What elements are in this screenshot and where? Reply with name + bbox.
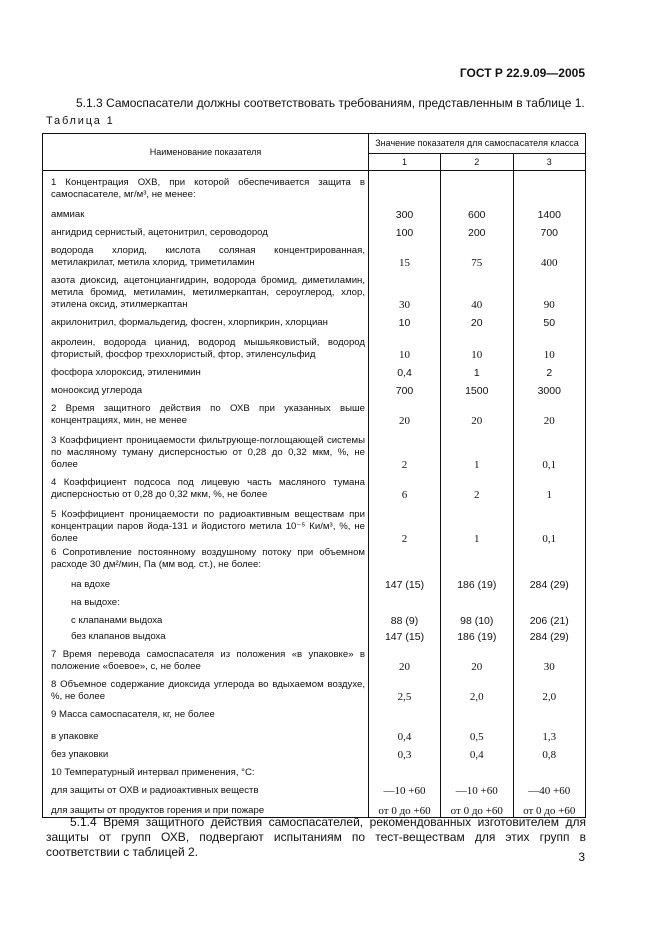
row-value-class-3: 1 [513,471,586,501]
row-name: для защиты от продуктов горения и при пожаре [43,797,369,818]
row-value-class-2: 0,5 [441,721,513,743]
row-value-class-1: 10 [369,311,441,329]
paragraph-5-1-4-text: 5.1.4 Время защитного действия самоспасателей, рекомендованных изготовителем для защиты от групп ОХВ, подвергают испытаниям по тест-веществам для этих групп в соответствии с таблицей 2. [46,815,586,859]
row-value-class-3: 700 [513,221,586,239]
row-value-class-1: 147 (15) [369,627,441,643]
row-value-class-1 [369,171,441,202]
column-header-name: Наименование показателя [43,134,369,171]
row-name: 4 Коэффициент подсоса под лицевую часть масляного тумана дисперсностью от 0,28 до 0,32 мкм, %, не более [43,471,369,501]
row-value-class-2: 1 [441,361,513,379]
row-value-class-3: 206 (21) [513,609,586,627]
row-value-class-1: 2,5 [369,673,441,703]
row-name: без клапанов выдоха [43,627,369,643]
table-row [43,779,586,797]
row-value-class-1: 700 [369,379,441,397]
row-value-class-2 [441,703,513,721]
row-value-class-1: 100 [369,221,441,239]
table-row [43,329,586,361]
document-code: ГОСТ Р 22.9.09—2005 [459,66,585,80]
row-value-class-1: 88 (9) [369,609,441,627]
row-value-class-1: 15 [369,239,441,269]
row-value-class-2: 2,0 [441,673,513,703]
row-value-class-1: 147 (15) [369,571,441,591]
row-value-class-1: 0,3 [369,743,441,761]
row-value-class-2: 0,4 [441,743,513,761]
row-value-class-2: 186 (19) [441,571,513,591]
row-value-class-3: 20 [513,397,586,427]
table-row [43,269,586,311]
row-name: водорода хлорид, кислота соляная концентрированная, метилакрилат, метила хлорид, триметиламин [43,239,369,269]
table-row [43,427,586,471]
table-row [43,221,586,239]
row-value-class-3: 400 [513,239,586,269]
row-name: монооксид углерода [43,379,369,397]
row-name: 8 Объемное содержание диоксида углерода во вдыхаемом воздухе, %, не более [43,673,369,703]
row-name: без упаковки [43,743,369,761]
table-row [43,761,586,779]
table-row [43,591,586,609]
row-value-class-1: 300 [369,201,441,221]
row-value-class-1: —10 +60 [369,779,441,797]
row-name: акролеин, водорода цианид, водород мышьяковистый, водород фтористый, фосфор треххлористый, фтор, этиленсульфид [43,329,369,361]
row-name: на вдохе [43,571,369,591]
column-header-class-3: 3 [513,153,586,170]
row-value-class-1 [369,545,441,571]
row-value-class-2: 98 (10) [441,609,513,627]
row-name: на выдохе: [43,591,369,609]
row-value-class-2: 1 [441,501,513,545]
row-value-class-3: 284 (29) [513,627,586,643]
table-row [43,471,586,501]
row-value-class-2: 20 [441,643,513,673]
requirements-table [42,133,586,818]
row-value-class-1 [369,591,441,609]
table-row [43,361,586,379]
table-row [43,545,586,571]
row-value-class-3: 90 [513,269,586,311]
row-value-class-2: 186 (19) [441,627,513,643]
row-name: 1 Концентрация ОХВ, при которой обеспечивается защита в самоспасателе, мг/м³, не менее: [43,171,369,202]
row-value-class-1 [369,761,441,779]
row-value-class-1: 2 [369,501,441,545]
row-value-class-2: 10 [441,329,513,361]
row-value-class-3: 1,3 [513,721,586,743]
row-name: аммиак [43,201,369,221]
row-value-class-2: 200 [441,221,513,239]
row-value-class-1: 2 [369,427,441,471]
row-value-class-3: 30 [513,643,586,673]
row-value-class-3 [513,545,586,571]
table-row [43,643,586,673]
table-row [43,721,586,743]
table-row [43,379,586,397]
row-value-class-1: 0,4 [369,361,441,379]
row-value-class-3: 1400 [513,201,586,221]
row-name: 7 Время перевода самоспасателя из положения «в упаковке» в положение «боевое», с, не более [43,643,369,673]
row-value-class-2: 75 [441,239,513,269]
row-value-class-2 [441,761,513,779]
row-value-class-1: 30 [369,269,441,311]
row-value-class-2 [441,591,513,609]
row-value-class-1: 20 [369,397,441,427]
row-value-class-2: —10 +60 [441,779,513,797]
row-name: 5 Коэффициент проницаемости по радиоактивным веществам при концентрации паров йода-131 и йодистого метила 10⁻⁵ Ки/м³, %, не более [43,501,369,545]
paragraph-5-1-4 [46,815,586,860]
row-value-class-1: от 0 до +60 [369,797,441,818]
row-value-class-2: 2 [441,471,513,501]
table-row [43,571,586,591]
row-value-class-2: 40 [441,269,513,311]
row-name: акрилонитрил, формальдегид, фосген, хлорпикрин, хлорциан [43,311,369,329]
table-row [43,171,586,202]
row-value-class-3 [513,591,586,609]
row-value-class-2: от 0 до +60 [441,797,513,818]
row-name: ангидрид сернистый, ацетонитрил, сероводород [43,221,369,239]
column-header-class-2: 2 [441,153,513,170]
row-value-class-2: 20 [441,311,513,329]
table-caption: Таблица 1 [46,115,115,127]
row-value-class-2: 1 [441,427,513,471]
row-name: 9 Масса самоспасателя, кг, не более [43,703,369,721]
row-value-class-3: —40 +60 [513,779,586,797]
row-value-class-2 [441,545,513,571]
row-value-class-3: 0,1 [513,427,586,471]
row-name: азота диоксид, ацетонциангидрин, водорода бромид, диметиламин, метила бромид, метиламин, метилмеркаптан, сероуглерод, хлор, этилена оксид, этилмеркаптан [43,269,369,311]
row-name: фосфора хлороксид, этиленимин [43,361,369,379]
row-value-class-1: 0,4 [369,721,441,743]
row-name: 2 Время защитного действия по ОХВ при указанных выше концентрациях, мин, не менее [43,397,369,427]
row-name: для защиты от ОХВ и радиоактивных веществ [43,779,369,797]
page-number: 3 [578,850,585,864]
table-row [43,397,586,427]
row-value-class-3: 2,0 [513,673,586,703]
row-value-class-3: 3000 [513,379,586,397]
row-value-class-3: 50 [513,311,586,329]
table-row [43,201,586,221]
row-name: в упаковке [43,721,369,743]
row-value-class-1 [369,703,441,721]
row-name: 3 Коэффициент проницаемости фильтрующе-поглощающей системы по масляному туману дисперсностью от 0,28 до 0,32 мкм, %, не более [43,427,369,471]
table-row [43,501,586,545]
row-value-class-3: 0,8 [513,743,586,761]
row-value-class-3: 284 (29) [513,571,586,591]
row-value-class-2: 20 [441,397,513,427]
row-value-class-3 [513,171,586,202]
row-value-class-1: 20 [369,643,441,673]
row-value-class-2: 600 [441,201,513,221]
row-value-class-2: 1500 [441,379,513,397]
row-name: 6 Сопротивление постоянному воздушному потоку при объемном расходе 30 дм²/мин, Па (мм вод. ст.), не более: [43,545,369,571]
table-row [43,311,586,329]
row-value-class-3: 10 [513,329,586,361]
row-value-class-3 [513,761,586,779]
row-value-class-3 [513,703,586,721]
table-row [43,627,586,643]
row-value-class-3: от 0 до +60 [513,797,586,818]
row-value-class-3: 2 [513,361,586,379]
table-row [43,673,586,703]
column-header-group: Значение показателя для самоспасателя класса [369,134,586,154]
table-row [43,703,586,721]
row-value-class-3: 0,1 [513,501,586,545]
row-value-class-2 [441,171,513,202]
column-header-class-1: 1 [369,153,441,170]
table-row [43,609,586,627]
row-name: 10 Температурный интервал применения, °С: [43,761,369,779]
row-value-class-1: 6 [369,471,441,501]
table-row [43,239,586,269]
row-value-class-1: 10 [369,329,441,361]
table-row [43,743,586,761]
row-name: с клапанами выдоха [43,609,369,627]
intro-paragraph: 5.1.3 Самоспасатели должны соответствовать требованиям, представленным в таблице 1. [76,96,585,110]
